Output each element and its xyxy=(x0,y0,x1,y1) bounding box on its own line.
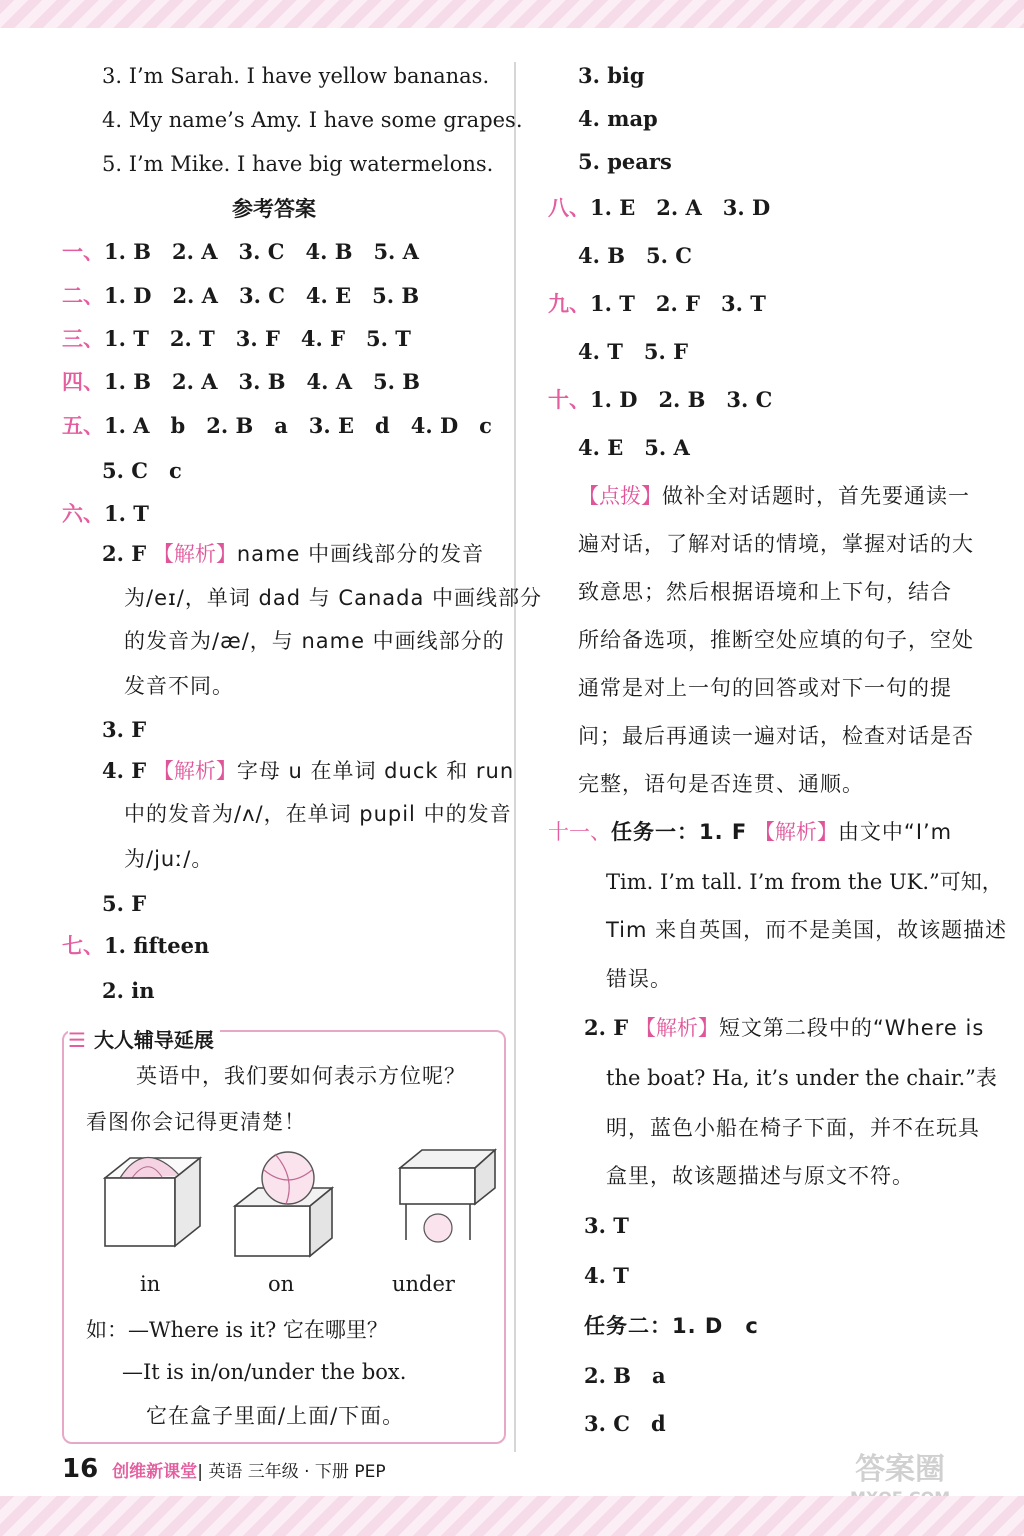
answer-text: 4. F xyxy=(102,758,147,783)
page-number: 16 xyxy=(62,1454,99,1484)
analysis-tag: 【解析】 xyxy=(753,820,838,844)
answer-row-1 xyxy=(62,238,419,266)
answer-11-4: 4. T xyxy=(584,1263,629,1288)
analysis-line: 的发音为/æ/，与 name 中画线部分的 xyxy=(124,629,505,653)
tip-line-3: 致意思；然后根据语境和上下句，结合 xyxy=(578,580,952,604)
analysis-line: 为/juː/。 xyxy=(124,847,214,871)
answer-text: 1. T xyxy=(104,501,149,526)
answers-title: 参考答案 xyxy=(232,197,316,221)
answer-6-5: 5. F xyxy=(102,891,147,916)
label-in: in xyxy=(140,1272,161,1296)
tip-line-6: 问；最后再通读一遍对话，检查对话是否 xyxy=(578,724,974,748)
answer-9b: 4. T 5. F xyxy=(578,339,689,364)
box-title-text: 大人辅导延展 xyxy=(93,1028,214,1052)
question-number: 八、 xyxy=(548,196,590,220)
answer-row-11 xyxy=(548,818,952,846)
answer-row-2 xyxy=(62,282,419,310)
answer-text: 2. F xyxy=(584,1015,629,1040)
answer-r3: 5. pears xyxy=(578,149,672,174)
box-in-illustration xyxy=(105,1157,200,1246)
question-number: 九、 xyxy=(548,292,590,316)
box-on-illustration xyxy=(235,1152,332,1256)
answer-row-8 xyxy=(548,194,770,222)
analysis-tag: 【解析】 xyxy=(634,1016,719,1040)
analysis-line: 盒里，故该题描述与原文不符。 xyxy=(606,1164,914,1188)
answer-text: 1. A b 2. B a 3. E d 4. D c xyxy=(104,413,492,438)
tip-line-2: 遍对话，了解对话的情境，掌握对话的大 xyxy=(578,532,974,556)
bottom-decorative-band xyxy=(0,1496,1024,1536)
sentence-4: 4. My name’s Amy. I have some grapes. xyxy=(102,108,523,132)
answer-11-3: 3. T xyxy=(584,1213,629,1238)
analysis-text: 由文中“I’m xyxy=(837,820,953,844)
tip-line-5: 通常是对上一句的回答或对下一句的提 xyxy=(578,676,952,700)
analysis-tag: 【解析】 xyxy=(152,542,237,566)
question-number: 四、 xyxy=(62,370,104,394)
analysis-text: 短文第二段中的“Where is xyxy=(718,1016,985,1040)
task-2-answer-1: 任务二：1. D c xyxy=(584,1314,759,1338)
box-line-2: 看图你会记得更清楚！ xyxy=(86,1110,306,1134)
answer-row-5 xyxy=(62,412,492,440)
answer-row-9 xyxy=(548,290,766,318)
answer-text: 1. B 2. A 3. B 4. A 5. B xyxy=(104,369,421,394)
box-position-illustration xyxy=(100,1148,500,1270)
answer-row-3 xyxy=(62,325,411,353)
answer-text: 1. T 2. T 3. F 4. F 5. T xyxy=(104,326,411,351)
answer-text: 1. T 2. F 3. T xyxy=(590,291,766,316)
answer-6-4 xyxy=(102,757,514,785)
answer-r1: 3. big xyxy=(578,63,645,88)
question-number: 十一、 xyxy=(548,820,611,844)
answer-row-7 xyxy=(62,932,209,960)
question-number: 六、 xyxy=(62,502,104,526)
example-question: 如：—Where is it? 它在哪里？ xyxy=(86,1318,388,1342)
question-number: 十、 xyxy=(548,388,590,412)
analysis-line: 明，蓝色小船在椅子下面，并不在玩具 xyxy=(606,1116,980,1140)
task-2-answer-3: 3. C d xyxy=(584,1411,666,1436)
label-under: under xyxy=(392,1272,455,1296)
analysis-line: 发音不同。 xyxy=(124,674,234,698)
tip-line-7: 完整，语句是否连贯、通顺。 xyxy=(578,772,864,796)
example-translation: 它在盒子里面/上面/下面。 xyxy=(146,1404,405,1428)
answer-text: 1. D 2. B 3. C xyxy=(590,387,773,412)
sentence-5: 5. I’m Mike. I have big watermelons. xyxy=(102,152,494,176)
analysis-line: Tim. I’m tall. I’m from the UK.”可知， xyxy=(606,870,1003,894)
sentence-3: 3. I’m Sarah. I have yellow bananas. xyxy=(102,64,490,88)
answer-row-6 xyxy=(62,500,149,528)
answer-6-3: 3. F xyxy=(102,717,147,742)
watermark-title: 答案圈 xyxy=(855,1452,946,1487)
tip-tag: 【点拨】 xyxy=(578,484,662,508)
task-2-answer-2: 2. B a xyxy=(584,1363,666,1388)
answer-10b: 4. E 5. A xyxy=(578,435,690,460)
answer-row-4 xyxy=(62,368,420,396)
analysis-text: 字母 u 在单词 duck 和 run xyxy=(236,759,515,783)
example-answer: —It is in/on/under the box. xyxy=(122,1360,407,1384)
question-number: 二、 xyxy=(62,284,104,308)
question-number: 五、 xyxy=(62,414,104,438)
answer-7-2: 2. in xyxy=(102,978,155,1003)
task-1-answer: 任务一：1. F xyxy=(611,820,748,844)
brand-name: 创维新课堂 xyxy=(112,1462,198,1482)
question-number: 一、 xyxy=(62,240,104,264)
parent-tutor-title xyxy=(68,1024,220,1053)
analysis-line: 错误。 xyxy=(606,967,672,991)
tip-line-4: 所给备选项，推断空处应填的句子，空处 xyxy=(578,628,974,652)
answer-row-10 xyxy=(548,386,772,414)
box-under-illustration xyxy=(400,1150,495,1242)
analysis-line: 中的发音为/ʌ/，在单词 pupil 中的发音 xyxy=(124,802,512,826)
analysis-line: Tim 来自英国，而不是美国，故该题描述 xyxy=(606,918,1008,942)
top-decorative-band xyxy=(0,0,1024,28)
box-line-1: 英语中，我们要如何表示方位呢？ xyxy=(136,1064,466,1088)
answer-text: 2. F xyxy=(102,541,147,566)
answer-text: 1. B 2. A 3. C 4. B 5. A xyxy=(104,239,419,264)
book-info: | 英语 三年级 · 下册 PEP xyxy=(197,1462,386,1482)
question-number: 七、 xyxy=(62,934,104,958)
analysis-line: the boat? Ha, it’s under the chair.”表 xyxy=(606,1066,997,1090)
menu-lines-icon: ☰ xyxy=(68,1028,86,1052)
answer-row-5b: 5. C c xyxy=(102,458,182,483)
answer-11-2 xyxy=(584,1014,984,1042)
analysis-text: name 中画线部分的发音 xyxy=(236,542,485,566)
analysis-tag: 【解析】 xyxy=(152,759,237,783)
tip-line-1 xyxy=(578,482,970,510)
question-number: 三、 xyxy=(62,327,104,351)
answer-text: 1. fifteen xyxy=(104,933,210,958)
label-on: on xyxy=(268,1272,295,1296)
analysis-line: 为/eɪ/，单词 dad 与 Canada 中画线部分 xyxy=(124,586,543,610)
answer-text: 1. D 2. A 3. C 4. E 5. B xyxy=(104,283,420,308)
answer-6-2 xyxy=(102,540,484,568)
answer-8b: 4. B 5. C xyxy=(578,243,692,268)
tip-text: 做补全对话题时，首先要通读一 xyxy=(662,484,970,508)
page-footer xyxy=(62,1454,386,1484)
answer-text: 1. E 2. A 3. D xyxy=(590,195,771,220)
column-divider xyxy=(514,62,516,1452)
answer-r2: 4. map xyxy=(578,106,658,131)
